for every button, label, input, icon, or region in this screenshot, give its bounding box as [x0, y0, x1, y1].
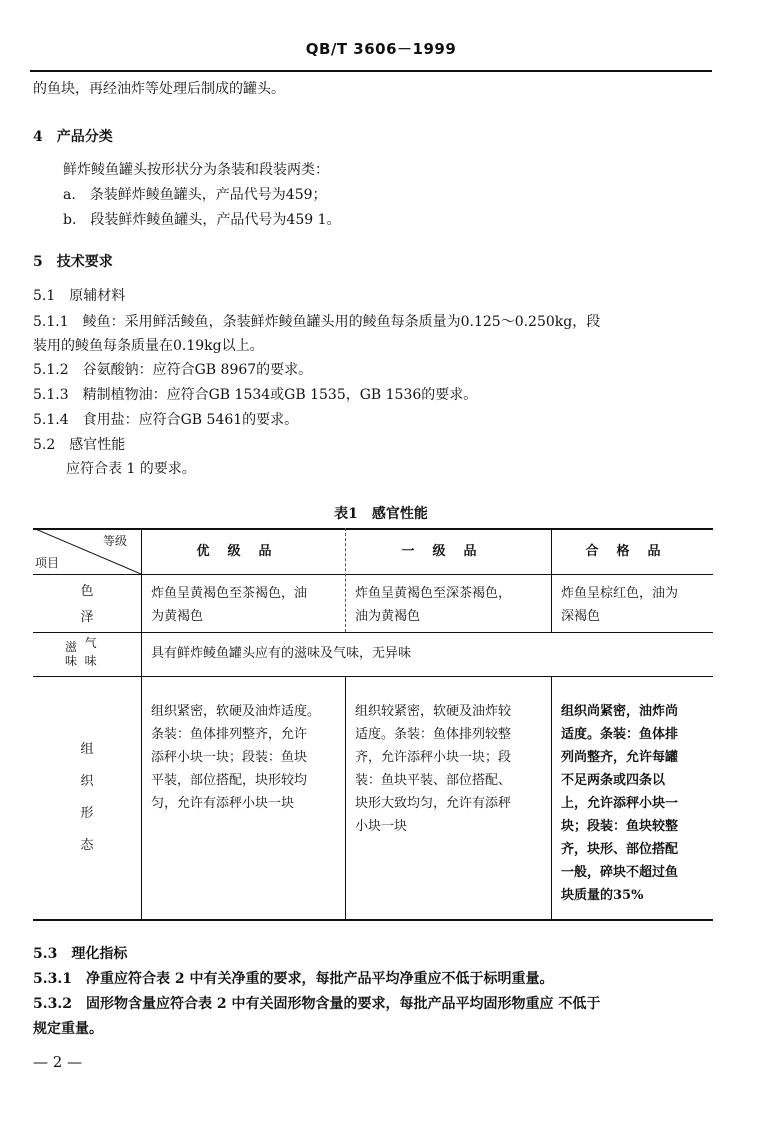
clause-5-3-2-line1: 5.3.2 固形物含量应符合表 2 中有关固形物含量的要求，每批产品平均固形物重应 不低于 [33, 996, 601, 1012]
col-header-qualified: 合格品 [585, 544, 679, 559]
row-label-color-2: 泽 [80, 610, 94, 625]
row-label-taste-smell: 滋 气 味 味 [65, 636, 97, 668]
row-label-texture-2: 织 [80, 774, 94, 789]
clause-5-1-3: 5.1.3 精制植物油：应符合GB 1534或GB 1535，GB 1536的要求。 [33, 387, 478, 403]
row-rule [33, 676, 713, 677]
column-divider [345, 676, 346, 921]
clause-5-3-2-line2: 规定重量。 [33, 1021, 103, 1037]
corner-grade-label: 等级 [103, 534, 128, 548]
cell-texture-qualified: 组织尚紧密，油炸尚 适度。条装：鱼体排 列尚整齐，允许每罐 不足两条或四条以 上，允许添秤小块一 块；段装：鱼块较整 齐，块形、部位搭配 一般，碎块不超过鱼 块质量的35% [561, 704, 679, 903]
row-label-texture-3: 形 [80, 806, 94, 821]
section-5-heading: 5 技术要求 [33, 254, 113, 270]
col-header-first-grade: 一级品 [401, 544, 495, 559]
column-divider [141, 528, 142, 921]
clause-5-1-4: 5.1.4 食用盐：应符合GB 5461的要求。 [33, 412, 299, 428]
table-bottom-rule [33, 919, 713, 921]
intro-line: 的鱼块，再经油炸等处理后制成的罐头。 [33, 81, 285, 97]
sensory-table [33, 528, 713, 921]
page-number: — 2 — [33, 1053, 83, 1071]
cell-texture-first: 组织较紧密，软硬及油炸较 适度。条装：鱼体排列较整 齐，允许添秤小块一块；段 装：鱼块平装、部位搭配、 块形大致均匀，允许有添秤 小块一块 [355, 704, 512, 834]
clause-5-2-text: 应符合表 1 的要求。 [66, 461, 196, 477]
clause-5-3-1: 5.3.1 净重应符合表 2 中有关净重的要求，每批产品平均净重应不低于标明重量。 [33, 971, 554, 987]
row-rule [33, 632, 713, 633]
cell-color-first: 炸鱼呈黄褐色至深茶褐色， 油为黄褐色 [355, 586, 512, 624]
corner-item-label: 项目 [35, 556, 60, 570]
header-rule [33, 574, 713, 575]
section-4-paragraph: 鲜炸鲮鱼罐头按形状分为条装和段装两类： [63, 162, 329, 178]
clause-5-1-2: 5.1.2 谷氨酸钠：应符合GB 8967的要求。 [33, 362, 313, 378]
section-4-heading: 4 产品分类 [33, 129, 113, 145]
subsection-5-2: 5.2 感官性能 [33, 437, 126, 453]
subsection-5-1: 5.1 原辅材料 [33, 288, 126, 304]
list-item-a: a. 条装鲜炸鲮鱼罐头，产品代号为459； [63, 187, 327, 203]
list-item-b: b. 段装鲜炸鲮鱼罐头，产品代号为459 1。 [63, 212, 341, 228]
clause-5-1-1-line1: 5.1.1 鲮鱼：采用鲜活鲮鱼，条装鲜炸鲮鱼罐头用的鲮鱼每条质量为0.125～0.250kg，段 [33, 314, 601, 330]
row-label-texture-1: 组 [80, 742, 94, 757]
table-caption: 表1 感官性能 [334, 506, 428, 522]
cell-texture-excellent: 组织紧密，软硬及油炸适度。 条装：鱼体排列整齐，允许 添秤小块一块；段装：鱼块 平装，部位搭配，块形较均 匀，允许有添秤小块一块 [151, 704, 321, 811]
standard-number: QB/T 3606－1999 [305, 40, 457, 58]
subsection-5-3: 5.3 理化指标 [33, 946, 128, 962]
cell-color-excellent: 炸鱼呈黄褐色至茶褐色，油 为黄褐色 [151, 586, 308, 624]
row-label-color-1: 色 [80, 584, 94, 599]
cell-color-qualified: 炸鱼呈棕红色，油为 深褐色 [561, 586, 679, 624]
header-rule [30, 70, 712, 72]
row-label-texture-4: 态 [80, 838, 94, 853]
clause-5-1-1-line2: 装用的鲮鱼每条质量在0.19kg以上。 [33, 338, 264, 354]
col-header-excellent: 优级品 [196, 544, 290, 559]
cell-taste-smell: 具有鲜炸鲮鱼罐头应有的滋味及气味，无异味 [151, 646, 412, 661]
column-divider [551, 676, 552, 921]
